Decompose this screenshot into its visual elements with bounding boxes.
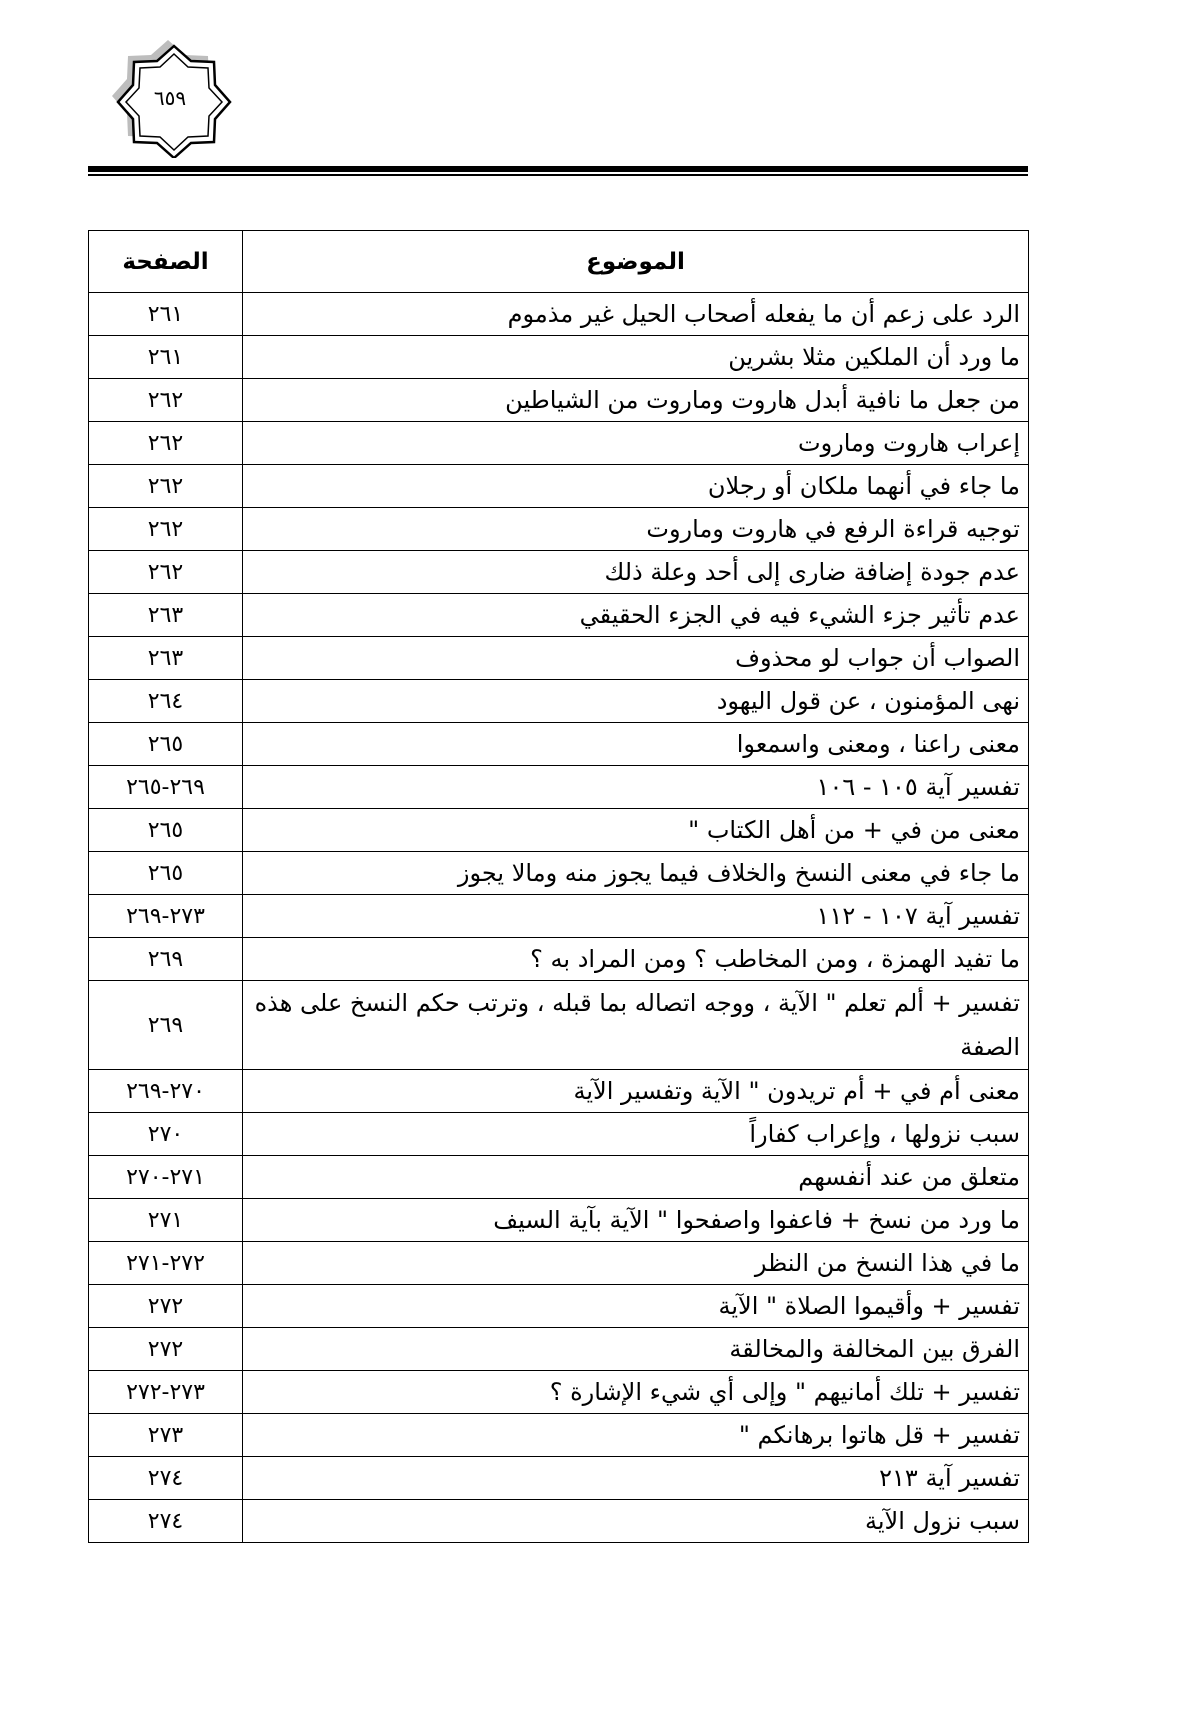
table-row <box>89 1070 1029 1113</box>
table-row <box>89 981 1029 1070</box>
topic-cell: متعلق من عند أنفسهم <box>243 1156 1029 1199</box>
page-cell: ٢٦٩ <box>89 938 243 981</box>
page-cell: ٢٧٤ <box>89 1500 243 1543</box>
page-cell: ٢٧٢ <box>89 1328 243 1371</box>
table-row <box>89 1199 1029 1242</box>
topic-cell: عدم تأثير جزء الشيء فيه في الجزء الحقيقي <box>243 594 1029 637</box>
table-row <box>89 766 1029 809</box>
topic-cell: ما جاء في معنى النسخ والخلاف فيما يجوز منه ومالا يجوز <box>243 852 1029 895</box>
table-row <box>89 637 1029 680</box>
header-rule-thick <box>88 166 1028 172</box>
page-cell: ٢٧٢ <box>89 1285 243 1328</box>
topic-cell: تفسير + وأقيموا الصلاة " الآية <box>243 1285 1029 1328</box>
topic-cell: تفسير + تلك أمانيهم " وإلى أي شيء الإشارة ؟ <box>243 1371 1029 1414</box>
page-cell: ٢٧٠-٢٦٩ <box>89 1070 243 1113</box>
page-cell: ٢٦٢ <box>89 508 243 551</box>
table-row <box>89 1156 1029 1199</box>
table-row <box>89 852 1029 895</box>
table-header-row <box>89 231 1029 293</box>
page-cell: ٢٦٥ <box>89 723 243 766</box>
index-table <box>88 230 1029 1543</box>
table-row <box>89 422 1029 465</box>
table-row <box>89 1285 1029 1328</box>
column-header-topic: الموضوع <box>243 231 1029 293</box>
page-cell: ٢٦١ <box>89 336 243 379</box>
page-cell: ٢٦٣ <box>89 637 243 680</box>
topic-cell: معنى من في + من أهل الكتاب " <box>243 809 1029 852</box>
page-cell: ٢٧٣ <box>89 1414 243 1457</box>
page-cell: ٢٧٣-٢٧٢ <box>89 1371 243 1414</box>
topic-cell: ما ورد أن الملكين مثلا بشرين <box>243 336 1029 379</box>
header-rule-thin <box>88 174 1028 176</box>
page-cell: ٢٦٩-٢٦٥ <box>89 766 243 809</box>
page-cell: ٢٧٤ <box>89 1457 243 1500</box>
topic-cell: ما في هذا النسخ من النظر <box>243 1242 1029 1285</box>
page-cell: ٢٦٢ <box>89 551 243 594</box>
table-row <box>89 465 1029 508</box>
topic-cell: معنى أم في + أم تريدون " الآية وتفسير الآية <box>243 1070 1029 1113</box>
topic-cell: الرد على زعم أن ما يفعله أصحاب الحيل غير مذموم <box>243 293 1029 336</box>
table-row <box>89 1500 1029 1543</box>
page-cell: ٢٧٠ <box>89 1113 243 1156</box>
page-cell: ٢٦٢ <box>89 465 243 508</box>
table-row <box>89 1242 1029 1285</box>
topic-cell: تفسير آية ١٠٧ - ١١٢ <box>243 895 1029 938</box>
table-row <box>89 551 1029 594</box>
table-row <box>89 336 1029 379</box>
topic-cell: سبب نزول الآية <box>243 1500 1029 1543</box>
index-table-body <box>89 293 1029 1543</box>
page-cell: ٢٧٢-٢٧١ <box>89 1242 243 1285</box>
table-row <box>89 379 1029 422</box>
table-row <box>89 508 1029 551</box>
page-cell: ٢٦٥ <box>89 852 243 895</box>
page-cell: ٢٦٣ <box>89 594 243 637</box>
table-row <box>89 1371 1029 1414</box>
page-cell: ٢٦٩ <box>89 981 243 1070</box>
topic-cell: معنى راعنا ، ومعنى واسمعوا <box>243 723 1029 766</box>
table-row <box>89 293 1029 336</box>
table-row <box>89 938 1029 981</box>
table-row <box>89 723 1029 766</box>
table-row <box>89 680 1029 723</box>
page-number-badge <box>100 38 240 158</box>
topic-cell: تفسير + ألم تعلم " الآية ، ووجه اتصاله بما قبله ، وترتب حكم النسخ على هذه الصفة <box>243 981 1029 1070</box>
topic-cell: من جعل ما نافية أبدل هاروت وماروت من الشياطين <box>243 379 1029 422</box>
page-cell: ٢٧١-٢٧٠ <box>89 1156 243 1199</box>
topic-cell: عدم جودة إضافة ضارى إلى أحد وعلة ذلك <box>243 551 1029 594</box>
page-cell: ٢٧١ <box>89 1199 243 1242</box>
page-cell: ٢٧٣-٢٦٩ <box>89 895 243 938</box>
topic-cell: ما ورد من نسخ + فاعفوا واصفحوا " الآية بآية السيف <box>243 1199 1029 1242</box>
topic-cell: الفرق بين المخالفة والمخالقة <box>243 1328 1029 1371</box>
topic-cell: تفسير + قل هاتوا برهانكم " <box>243 1414 1029 1457</box>
column-header-page: الصفحة <box>89 231 243 293</box>
topic-cell: سبب نزولها ، وإعراب كفاراً <box>243 1113 1029 1156</box>
page-cell: ٢٦٥ <box>89 809 243 852</box>
topic-cell: إعراب هاروت وماروت <box>243 422 1029 465</box>
page-cell: ٢٦٢ <box>89 379 243 422</box>
page-number: ٦٥٩ <box>153 86 187 110</box>
page-cell: ٢٦٤ <box>89 680 243 723</box>
table-row <box>89 1328 1029 1371</box>
table-row <box>89 809 1029 852</box>
table-row <box>89 1113 1029 1156</box>
table-row <box>89 1414 1029 1457</box>
table-row <box>89 895 1029 938</box>
topic-cell: توجيه قراءة الرفع في هاروت وماروت <box>243 508 1029 551</box>
table-row <box>89 594 1029 637</box>
page-cell: ٢٦٢ <box>89 422 243 465</box>
topic-cell: تفسير آية ٢١٣ <box>243 1457 1029 1500</box>
topic-cell: نهى المؤمنون ، عن قول اليهود <box>243 680 1029 723</box>
table-row <box>89 1457 1029 1500</box>
topic-cell: الصواب أن جواب لو محذوف <box>243 637 1029 680</box>
page-cell: ٢٦١ <box>89 293 243 336</box>
topic-cell: ما تفيد الهمزة ، ومن المخاطب ؟ ومن المراد به ؟ <box>243 938 1029 981</box>
topic-cell: ما جاء في أنهما ملكان أو رجلان <box>243 465 1029 508</box>
topic-cell: تفسير آية ١٠٥ - ١٠٦ <box>243 766 1029 809</box>
